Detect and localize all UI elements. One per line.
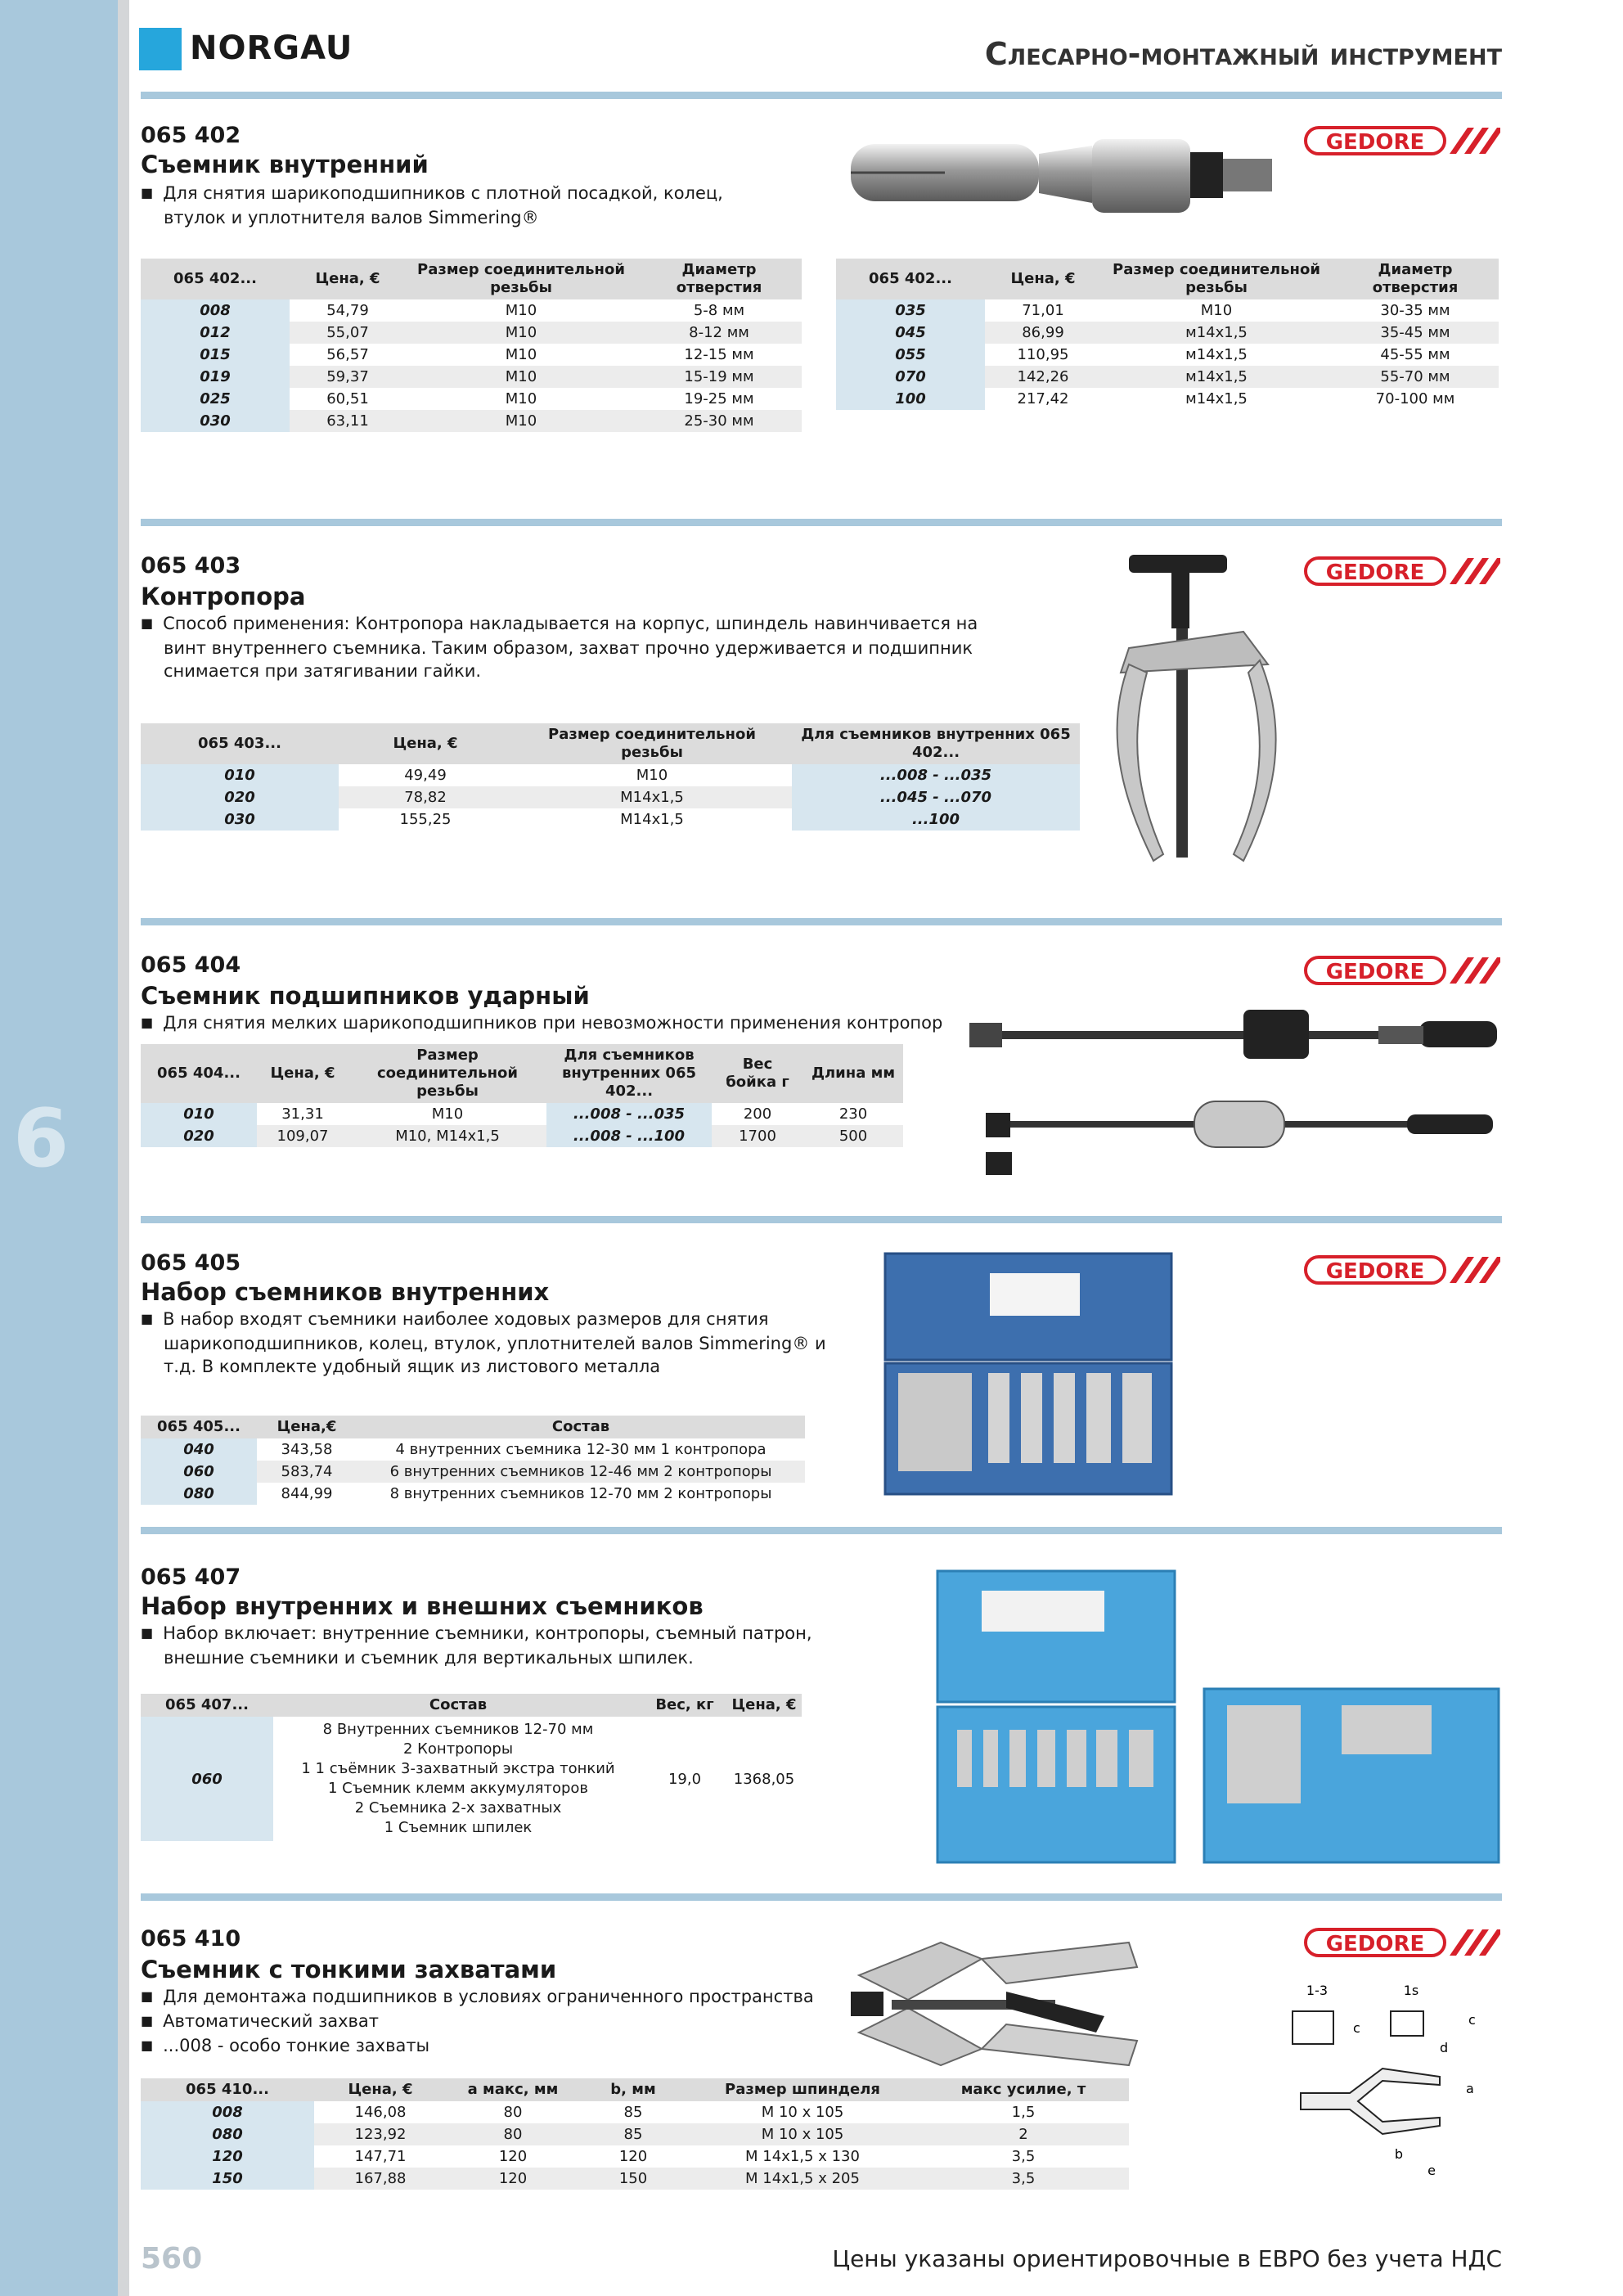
table-row <box>141 1438 805 1461</box>
table-cell: 19,0 <box>668 1770 702 1788</box>
product-name: Съемник с тонкими захватами <box>141 1956 557 1983</box>
table-row <box>141 388 802 410</box>
norgau-logo-square <box>139 28 182 70</box>
column-header: Размер соединительной резьбы <box>1101 259 1332 299</box>
table-body <box>836 299 1499 410</box>
product-code: 065 407 <box>141 1564 241 1590</box>
table-cell: 150 <box>141 2168 314 2190</box>
dim-label: 1s <box>1403 1983 1419 1998</box>
product-description <box>141 1985 844 2059</box>
product-table <box>141 259 802 432</box>
table-cell: 8 внутренних съемников 12-70 мм 2 контропоры <box>389 1485 772 1502</box>
table-row <box>141 1125 903 1147</box>
table-cell: 35-45 мм <box>1332 322 1499 344</box>
gedore-logo <box>1304 954 1500 987</box>
table-cell: 020 <box>141 1125 257 1147</box>
table-cell: 070 <box>836 366 985 388</box>
table-row <box>141 2123 1129 2145</box>
cell-line: 1 1 съёмник 3-захватный экстра тонкий <box>301 1760 615 1777</box>
table-cell: 008 <box>141 2101 314 2123</box>
table-cell: 54,79 <box>326 302 369 319</box>
table-row <box>836 344 1499 366</box>
product-table <box>141 1694 802 1841</box>
cell-line: 1 Съемник клемм аккумуляторов <box>327 1780 589 1797</box>
table-cell: 1700 <box>712 1125 803 1147</box>
table-cell: 583,74 <box>257 1461 357 1483</box>
table-cell: 030 <box>141 410 290 432</box>
table-cell: M10 <box>636 767 668 784</box>
section-divider <box>141 1216 1502 1223</box>
table-cell: 015 <box>141 344 290 366</box>
section-divider <box>141 1893 1502 1901</box>
table-cell: 49,49 <box>404 767 447 784</box>
table-cell: м14х1,5 <box>1101 366 1332 388</box>
table-cell: 120 <box>498 2148 528 2165</box>
product-code: 065 404 <box>141 952 241 978</box>
product-table <box>141 723 1080 831</box>
product-description <box>141 182 779 229</box>
table-cell: 55-70 мм <box>1332 366 1499 388</box>
table-cell: M10 <box>505 346 537 363</box>
table-cell: 86,99 <box>985 322 1101 344</box>
table-cell: 025 <box>141 388 290 410</box>
column-header: Длина мм <box>803 1044 903 1103</box>
product-description <box>141 1011 1024 1036</box>
table-cell: M14x1,5 <box>620 811 684 828</box>
table-body <box>141 299 802 432</box>
product-name: Набор внутренних и внешних съемников <box>141 1592 704 1620</box>
table-cell: M 14x1,5 x 130 <box>745 2148 860 2165</box>
internal-puller-image <box>847 121 1305 227</box>
column-header: Цена, € <box>985 259 1101 299</box>
gedore-logo <box>1304 1254 1500 1286</box>
table-row <box>141 808 1080 831</box>
column-header: Диаметр отверстия <box>1332 259 1499 299</box>
bullet: ■ Для снятия мелких шарикоподшипников при невозможности применения контропор <box>164 1011 1024 1036</box>
column-header: Для съемников внутренних 065 402... <box>792 723 1080 764</box>
table-body <box>141 2101 1129 2190</box>
column-header: Размер шпинделя <box>687 2078 918 2101</box>
table-cell: 040 <box>141 1438 257 1461</box>
table-cell: 120 <box>141 2145 314 2168</box>
table-cell: 78,82 <box>339 786 512 808</box>
table-cell: M10 <box>1200 302 1233 319</box>
table-cell: 109,07 <box>257 1125 348 1147</box>
section-divider <box>141 519 1502 526</box>
product-code: 065 405 <box>141 1250 241 1276</box>
table-cell: 55,07 <box>290 322 406 344</box>
table-cell: M10 <box>406 322 636 344</box>
table-cell: 019 <box>141 366 290 388</box>
dim-label: d <box>1440 2040 1449 2055</box>
table-cell: 56,57 <box>326 346 369 363</box>
table-row <box>836 388 1499 410</box>
column-header: 065 410... <box>141 2078 314 2101</box>
bullet: ■ Набор включает: внутренние съемники, контропоры, съемный патрон, внешние съемники и съемник для вертикальных шпилек. <box>164 1622 844 1669</box>
table-cell: M10 <box>431 1105 464 1123</box>
table-cell: 31,31 <box>281 1105 324 1123</box>
table-cell: 80 <box>503 2104 523 2121</box>
dim-label: c <box>1353 2020 1360 2036</box>
table-cell: 217,42 <box>1017 390 1069 407</box>
table-body <box>141 1103 903 1147</box>
dim-label: c <box>1468 2012 1476 2028</box>
table-cell: 2 <box>918 2123 1129 2145</box>
table-cell: 012 <box>141 322 290 344</box>
product-description <box>141 1308 844 1378</box>
slide-hammer-image <box>965 1006 1505 1178</box>
table-row <box>141 344 802 366</box>
cell-line: 2 Контропоры <box>402 1740 514 1758</box>
table-body <box>141 1717 802 1841</box>
table-cell: 080 <box>141 2123 314 2145</box>
column-header: Цена, € <box>339 723 512 764</box>
cell-line: 1 Съемник шпилек <box>384 1819 533 1836</box>
table-cell: ...008 - ...100 <box>546 1125 712 1147</box>
table-cell: 80 <box>447 2123 579 2145</box>
table-cell: 19-25 мм <box>684 390 754 407</box>
table-cell: M10 <box>406 366 636 388</box>
column-header: b, мм <box>579 2078 687 2101</box>
bullet: ■ Для снятия шарикоподшипников с плотной посадкой, колец, втулок и уплотнителя валов Simmering® <box>164 182 779 229</box>
table-cell: 3,5 <box>918 2168 1129 2190</box>
table-cell: 85 <box>623 2104 643 2121</box>
table-cell: м14х1,5 <box>1185 390 1248 407</box>
dim-label: a <box>1466 2081 1474 2096</box>
gedore-logo <box>1304 555 1500 588</box>
table-row <box>141 299 802 322</box>
counter-support-image <box>1104 550 1301 869</box>
table-body <box>141 1438 805 1505</box>
table-cell: ...100 <box>792 808 1080 831</box>
table-cell: 123,92 <box>314 2123 447 2145</box>
column-header: Размер соединительной резьбы <box>348 1044 546 1103</box>
table-row <box>141 1461 805 1483</box>
table-cell: 146,08 <box>354 2104 407 2121</box>
puller-cases-image <box>933 1566 1505 1869</box>
table-cell: 500 <box>803 1125 903 1147</box>
table-row <box>836 366 1499 388</box>
chapter-number: 6 <box>13 1092 70 1186</box>
table-cell: M10, M14x1,5 <box>348 1125 546 1147</box>
table-cell: 200 <box>743 1105 772 1123</box>
column-header: Цена, € <box>314 2078 447 2101</box>
bullet: ■ Способ применения: Контропора накладывается на корпус, шпиндель навинчивается на винт внутреннего съемника. Таким образом, захват прочно удерживается и подшипник снимается при затягивании гайки. <box>164 612 1024 682</box>
puller-set-case-image <box>882 1250 1176 1499</box>
column-header: 065 402... <box>836 259 985 299</box>
product-name: Набор съемников внутренних <box>141 1278 550 1306</box>
gedore-logo <box>1304 124 1500 157</box>
table-row <box>141 786 1080 808</box>
column-header: Состав <box>357 1416 805 1438</box>
table-cell: 155,25 <box>399 811 452 828</box>
table-row <box>141 1483 805 1505</box>
product-table <box>141 2078 1129 2190</box>
table-cell: ...008 - ...035 <box>546 1103 712 1125</box>
table-cell: 30-35 мм <box>1380 302 1450 319</box>
table-cell: M10 <box>505 390 537 407</box>
table-cell: 010 <box>141 764 339 786</box>
gedore-logo-text: GEDORE <box>1325 560 1425 585</box>
table-cell: 70-100 мм <box>1375 390 1455 407</box>
bullet: ■ ...008 - особо тонкие захваты <box>164 2034 844 2059</box>
product-code: 065 410 <box>141 1926 241 1952</box>
table-row <box>141 1103 903 1125</box>
column-header: 065 403... <box>141 723 339 764</box>
column-header: Размер соединительной резьбы <box>406 259 636 299</box>
table-body <box>141 764 1080 831</box>
product-table <box>836 259 1499 410</box>
table-cell: 3,5 <box>1011 2148 1036 2165</box>
column-header: Цена, € <box>257 1044 348 1103</box>
dim-label: e <box>1427 2163 1436 2178</box>
table-cell: 030 <box>141 808 339 831</box>
dim-label: b <box>1394 2146 1404 2162</box>
column-header: Вес, кг <box>643 1694 726 1717</box>
table-cell: 120 <box>618 2148 648 2165</box>
table-cell <box>273 1717 643 1841</box>
table-row <box>141 764 1080 786</box>
table-cell: 63,11 <box>290 410 406 432</box>
table-cell: 060 <box>141 1461 257 1483</box>
cell-line: 2 Съемника 2-х захватных <box>354 1799 562 1817</box>
section-divider <box>141 92 1502 99</box>
table-row <box>141 366 802 388</box>
table-cell: 45-55 мм <box>1380 346 1450 363</box>
table-cell: M 10 x 105 <box>761 2104 844 2121</box>
bullet: ■ Для демонтажа подшипников в условиях ограниченного пространства <box>164 1985 844 2010</box>
table-cell: 6 внутренних съемников 12-46 мм 2 контропоры <box>357 1461 805 1483</box>
table-cell: 147,71 <box>354 2148 407 2165</box>
product-name: Контропора <box>141 583 306 610</box>
table-cell: 15-19 мм <box>636 366 802 388</box>
table-cell: ...008 - ...035 <box>792 764 1080 786</box>
product-description <box>141 612 1024 682</box>
gedore-logo-text: GEDORE <box>1325 1932 1425 1956</box>
table-row <box>141 410 802 432</box>
table-cell: 59,37 <box>290 366 406 388</box>
sidebar-edge <box>118 0 129 2296</box>
column-header: 065 405... <box>141 1416 257 1438</box>
column-header: 065 402... <box>141 259 290 299</box>
dimension-diagram <box>1276 1970 1497 2191</box>
column-header: 065 404... <box>141 1044 257 1103</box>
table-cell: 60,51 <box>326 390 369 407</box>
table-cell: 4 внутренних съемника 12-30 мм 1 контропора <box>395 1441 767 1458</box>
table-cell: 25-30 мм <box>636 410 802 432</box>
table-cell: 12-15 мм <box>684 346 754 363</box>
column-header: Для съемников внутренних 065 402... <box>546 1044 712 1103</box>
page-number: 560 <box>141 2242 203 2276</box>
column-header: 065 407... <box>141 1694 273 1717</box>
bullet: ■ В набор входят съемники наиболее ходовых размеров для снятия шарикоподшипников, колец, втулок, уплотнителей валов Simmering® и т.д. В комплекте удобный ящик из листового металла <box>164 1308 844 1378</box>
norgau-logo-text: NORGAU <box>190 29 353 67</box>
column-header: Диаметр отверстия <box>636 259 802 299</box>
table-cell: 100 <box>836 388 985 410</box>
table-cell: 110,95 <box>1017 346 1069 363</box>
table-cell: 5-8 мм <box>693 302 745 319</box>
table-cell: 167,88 <box>314 2168 447 2190</box>
table-cell: M10 <box>406 410 636 432</box>
table-cell: 844,99 <box>281 1485 333 1502</box>
table-cell: м14х1,5 <box>1185 346 1248 363</box>
product-description <box>141 1622 844 1669</box>
table-cell: M14x1,5 <box>512 786 792 808</box>
table-row <box>141 2168 1129 2190</box>
table-cell: M 14x1,5 x 205 <box>687 2168 918 2190</box>
section-divider <box>141 918 1502 925</box>
column-header: Размер соединительной резьбы <box>512 723 792 764</box>
gedore-logo-text: GEDORE <box>1325 1259 1425 1284</box>
table-row <box>141 322 802 344</box>
table-cell: M 10 x 105 <box>687 2123 918 2145</box>
table-cell: 055 <box>836 344 985 366</box>
table-cell: 343,58 <box>281 1441 333 1458</box>
column-header: макс усилие, т <box>918 2078 1129 2101</box>
column-header: Цена, € <box>290 259 406 299</box>
table-cell: 010 <box>141 1103 257 1125</box>
column-header: Цена,€ <box>257 1416 357 1438</box>
table-cell: 150 <box>579 2168 687 2190</box>
table-cell: 8-12 мм <box>636 322 802 344</box>
thin-jaw-puller-image <box>843 1926 1145 2082</box>
table-cell: 230 <box>838 1105 868 1123</box>
table-row <box>141 2101 1129 2123</box>
table-cell: 020 <box>141 786 339 808</box>
table-cell: 008 <box>141 299 290 322</box>
table-cell: ...045 - ...070 <box>792 786 1080 808</box>
bullet: ■ Автоматический захват <box>164 2010 844 2034</box>
product-table <box>141 1044 903 1147</box>
column-header: Вес бойка г <box>712 1044 803 1103</box>
product-name: Съемник внутренний <box>141 151 429 178</box>
table-cell: 120 <box>447 2168 579 2190</box>
table-row <box>141 1717 802 1841</box>
gedore-logo-text: GEDORE <box>1325 130 1425 155</box>
product-table <box>141 1416 805 1505</box>
table-cell: 060 <box>141 1717 273 1841</box>
column-header: Состав <box>273 1694 643 1717</box>
table-cell: 045 <box>836 322 985 344</box>
table-cell: 080 <box>141 1483 257 1505</box>
product-name: Съемник подшипников ударный <box>141 982 590 1010</box>
table-cell: 1,5 <box>1011 2104 1036 2121</box>
table-cell: 85 <box>579 2123 687 2145</box>
product-code: 065 402 <box>141 123 241 148</box>
table-cell: 035 <box>836 299 985 322</box>
dim-label: 1-3 <box>1306 1983 1329 1998</box>
table-row <box>836 299 1499 322</box>
footer-note: Цены указаны ориентировочные в ЕВРО без учета НДС <box>832 2245 1502 2272</box>
section-divider <box>141 1527 1502 1534</box>
table-cell: 71,01 <box>1022 302 1064 319</box>
table-row <box>141 2145 1129 2168</box>
gedore-logo-text: GEDORE <box>1325 960 1425 984</box>
table-row <box>836 322 1499 344</box>
product-code: 065 403 <box>141 553 241 579</box>
page-title: Слесарно-монтажный инструмент <box>984 36 1502 72</box>
table-cell: M10 <box>505 302 537 319</box>
table-cell: 142,26 <box>985 366 1101 388</box>
table-cell: м14х1,5 <box>1101 322 1332 344</box>
table-cell: 1368,05 <box>733 1770 795 1788</box>
gedore-logo <box>1304 1926 1500 1959</box>
cell-line: 8 Внутренних съемников 12-70 мм <box>322 1721 594 1738</box>
column-header: a макс, мм <box>447 2078 579 2101</box>
column-header: Цена, € <box>726 1694 802 1717</box>
